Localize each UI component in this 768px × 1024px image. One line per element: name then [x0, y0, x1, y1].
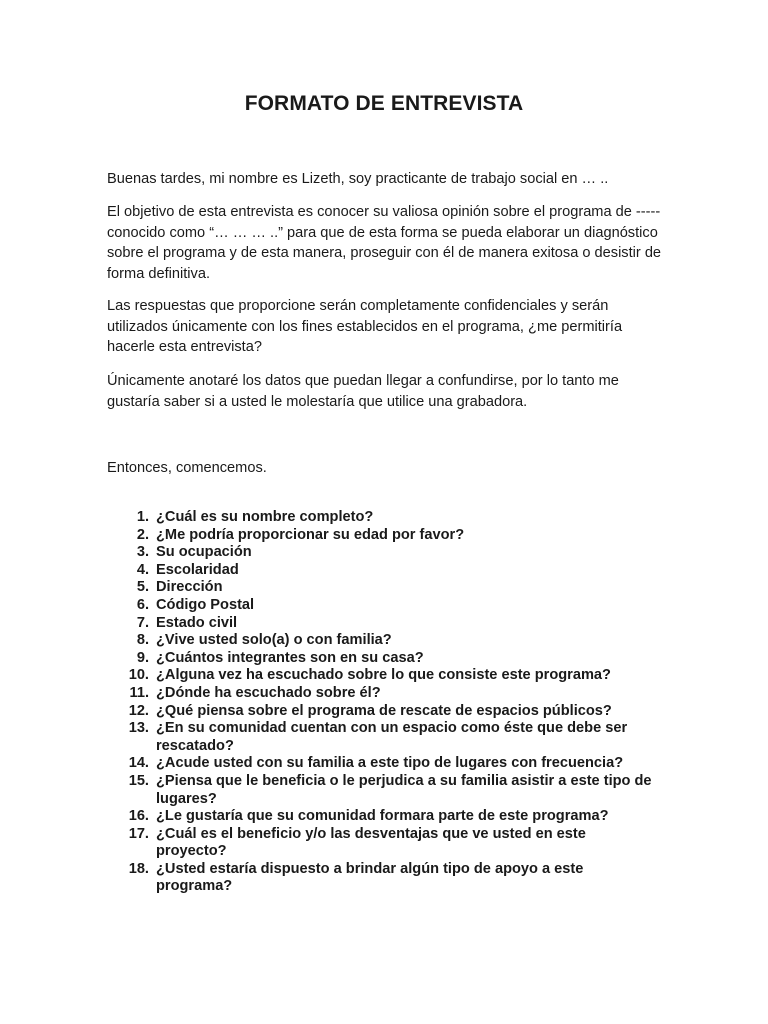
question-text: ¿Alguna vez ha escuchado sobre lo que consiste este programa? [156, 667, 611, 684]
question-text: Estado civil [156, 614, 238, 631]
question-number: 15. [128, 772, 149, 789]
question-text: ¿Piensa que le beneficia o le perjudica a su familia asistir a este tipo de lugares? [156, 772, 652, 807]
list-item [107, 562, 667, 580]
question-text: ¿Cuántos integrantes son en su casa? [156, 649, 424, 666]
question-number: 11. [129, 684, 149, 701]
list-item [107, 703, 667, 721]
recording-paragraph: Únicamente anotaré los datos que puedan llegar a confundirse, por lo tanto me gustaría saber si a usted le molestaría que utilice una grabadora. [107, 373, 619, 410]
list-item [107, 527, 667, 545]
confidentiality-paragraph: Las respuestas que proporcione serán completamente confidenciales y serán utilizados únicamente con los fines establecidos en el programa, ¿me permitiría hacerle esta entrevista? [107, 298, 623, 355]
document-title: FORMATO DE ENTREVISTA [244, 92, 524, 115]
question-text: ¿Cuál es su nombre completo? [156, 509, 374, 525]
question-text: ¿Acude usted con su familia a este tipo de lugares con frecuencia? [156, 755, 624, 772]
list-item [107, 808, 667, 826]
list-item [107, 685, 667, 703]
list-item [107, 773, 667, 808]
question-number: 13. [128, 720, 149, 737]
question-number: 2. [136, 526, 149, 543]
start-paragraph: Entonces, comencemos. [107, 460, 267, 476]
question-number: 1. [136, 509, 149, 525]
question-text: ¿Dónde ha escuchado sobre él? [156, 684, 381, 701]
list-item [107, 826, 667, 861]
objective-paragraph: El objetivo de esta entrevista es conocer su valiosa opinión sobre el programa de ----- conocido como “… … … ..” para que de esta forma se pueda elaborar un diagnóstico sobre el programa y de esta manera, proseguir con él de manera exitosa o desistir de forma definitiva. [107, 204, 662, 282]
list-item [107, 720, 667, 755]
question-text: Código Postal [156, 596, 255, 613]
question-number: 9. [136, 649, 149, 666]
list-item [107, 615, 667, 633]
question-list [107, 509, 667, 896]
greeting-paragraph: Buenas tardes, mi nombre es Lizeth, soy practicante de trabajo social en … .. [107, 171, 609, 187]
question-text: ¿Me podría proporcionar su edad por favor? [156, 526, 465, 543]
question-number: 17. [128, 825, 149, 842]
question-text: ¿Qué piensa sobre el programa de rescate de espacios públicos? [156, 702, 612, 719]
question-number: 14. [128, 755, 149, 772]
question-number: 8. [136, 632, 149, 649]
list-item [107, 544, 667, 562]
list-item [107, 667, 667, 685]
list-item [107, 861, 667, 896]
question-text: ¿Vive usted solo(a) o con familia? [156, 632, 392, 649]
question-number: 4. [136, 561, 149, 578]
question-text: ¿Usted estaría dispuesto a brindar algún tipo de apoyo a este programa? [156, 860, 584, 895]
question-number: 3. [136, 544, 149, 561]
question-number: 6. [136, 596, 149, 613]
list-item [107, 650, 667, 668]
question-number: 10. [128, 667, 149, 684]
list-item [107, 579, 667, 597]
question-text: Su ocupación [156, 544, 252, 561]
question-number: 12. [128, 702, 149, 719]
question-text: ¿Le gustaría que su comunidad formara parte de este programa? [156, 808, 609, 825]
list-item [107, 597, 667, 615]
list-item [107, 755, 667, 773]
question-text: Escolaridad [156, 561, 239, 578]
question-number: 16. [128, 808, 149, 825]
question-text: ¿En su comunidad cuentan con un espacio como éste que debe ser rescatado? [156, 720, 628, 754]
list-item [107, 509, 667, 527]
list-item [107, 632, 667, 650]
question-text: Dirección [156, 579, 223, 596]
question-number: 5. [136, 579, 149, 596]
question-text: ¿Cuál es el beneficio y/o las desventajas que ve usted en este proyecto? [156, 825, 586, 860]
question-number: 18. [128, 860, 149, 877]
question-number: 7. [136, 614, 149, 631]
